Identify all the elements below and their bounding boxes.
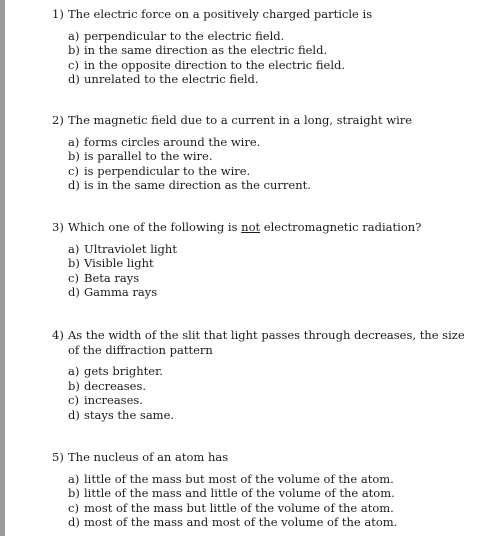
option-text: Ultraviolet light <box>84 241 177 256</box>
option-a <box>68 29 472 44</box>
option-text: stays the same. <box>84 407 175 422</box>
option-text: unrelated to the electric field. <box>84 72 259 87</box>
option-b <box>68 256 472 271</box>
option-letter: b) <box>68 486 80 501</box>
option-letter: b) <box>68 256 80 271</box>
option-letter: a) <box>68 471 80 486</box>
question-text: The magnetic field due to a current in a long, straight wire <box>68 113 413 127</box>
option-letter: d) <box>68 515 80 530</box>
option-text: increases. <box>84 393 143 408</box>
option-text: in the opposite direction to the electric field. <box>84 57 346 72</box>
option-letter: a) <box>68 28 80 43</box>
question-stem <box>52 7 472 22</box>
question-number: 3) <box>52 220 64 234</box>
option-d <box>68 285 472 300</box>
question-text-after: electromagnetic radiation? <box>260 220 422 234</box>
option-text: little of the mass but most of the volume of the atom. <box>84 471 394 486</box>
option-c <box>68 271 472 286</box>
option-text: decreases. <box>84 378 147 393</box>
option-letter: d) <box>68 285 80 300</box>
option-text: is parallel to the wire. <box>84 149 213 164</box>
option-letter: c) <box>68 270 79 285</box>
option-letter: d) <box>68 178 80 193</box>
option-letter: c) <box>68 500 79 515</box>
option-d <box>68 408 472 423</box>
option-text: is in the same direction as the current. <box>84 178 311 193</box>
option-letter: a) <box>68 241 80 256</box>
option-text: Gamma rays <box>84 285 158 300</box>
option-c <box>68 393 472 408</box>
option-text: Visible light <box>84 256 154 271</box>
option-letter: d) <box>68 72 80 87</box>
option-a <box>68 242 472 257</box>
option-c <box>68 501 472 516</box>
option-text: in the same direction as the electric field. <box>84 43 328 58</box>
question-stem <box>52 450 472 465</box>
question-number: 1) <box>52 7 64 21</box>
question-1 <box>52 7 472 87</box>
option-a <box>68 472 472 487</box>
question-5 <box>52 450 472 530</box>
option-letter: a) <box>68 134 80 149</box>
option-text: most of the mass but little of the volume of the atom. <box>84 500 394 515</box>
question-number: 5) <box>52 450 64 464</box>
option-a <box>68 135 472 150</box>
option-letter: c) <box>68 163 79 178</box>
option-b <box>68 379 472 394</box>
option-text: most of the mass and most of the volume of the atom. <box>84 515 398 530</box>
option-text: Beta rays <box>84 270 140 285</box>
option-d <box>68 72 472 87</box>
question-text <box>52 220 472 235</box>
option-text: is perpendicular to the wire. <box>84 163 251 178</box>
answer-options <box>68 364 472 422</box>
option-letter: c) <box>68 57 79 72</box>
question-4 <box>52 328 472 422</box>
option-text: little of the mass and little of the volume of the atom. <box>84 486 395 501</box>
answer-options <box>68 135 472 193</box>
question-stem <box>52 220 472 235</box>
option-letter: a) <box>68 364 80 378</box>
emphasized-word: not <box>241 220 261 234</box>
option-d <box>68 178 472 193</box>
option-b <box>68 43 472 58</box>
option-c <box>68 164 472 179</box>
question-2 <box>52 113 472 193</box>
question-text: The electric force on a positively charged particle is <box>68 7 373 21</box>
option-text: forms circles around the wire. <box>84 134 261 149</box>
question-stem <box>52 113 472 128</box>
question-text: As the width of the slit that light passes through decreases, the size of the diffraction pattern <box>68 328 465 357</box>
option-letter: d) <box>68 407 80 422</box>
option-letter: b) <box>68 43 80 58</box>
answer-options <box>68 472 472 530</box>
option-c <box>68 58 472 73</box>
question-stem <box>52 328 472 357</box>
option-text: perpendicular to the electric field. <box>84 28 285 43</box>
option-letter: c) <box>68 393 79 408</box>
option-text: gets brighter. <box>84 364 163 378</box>
question-3 <box>52 220 472 300</box>
option-b <box>68 486 472 501</box>
question-number: 2) <box>52 113 64 127</box>
question-text-before: Which one of the following is <box>68 220 242 234</box>
option-b <box>68 149 472 164</box>
option-a <box>68 364 472 379</box>
option-d <box>68 515 472 530</box>
question-number: 4) <box>52 328 64 342</box>
option-letter: b) <box>68 378 80 393</box>
answer-options <box>68 242 472 300</box>
answer-options <box>68 29 472 87</box>
question-text: The nucleus of an atom has <box>68 450 229 464</box>
option-letter: b) <box>68 149 80 164</box>
